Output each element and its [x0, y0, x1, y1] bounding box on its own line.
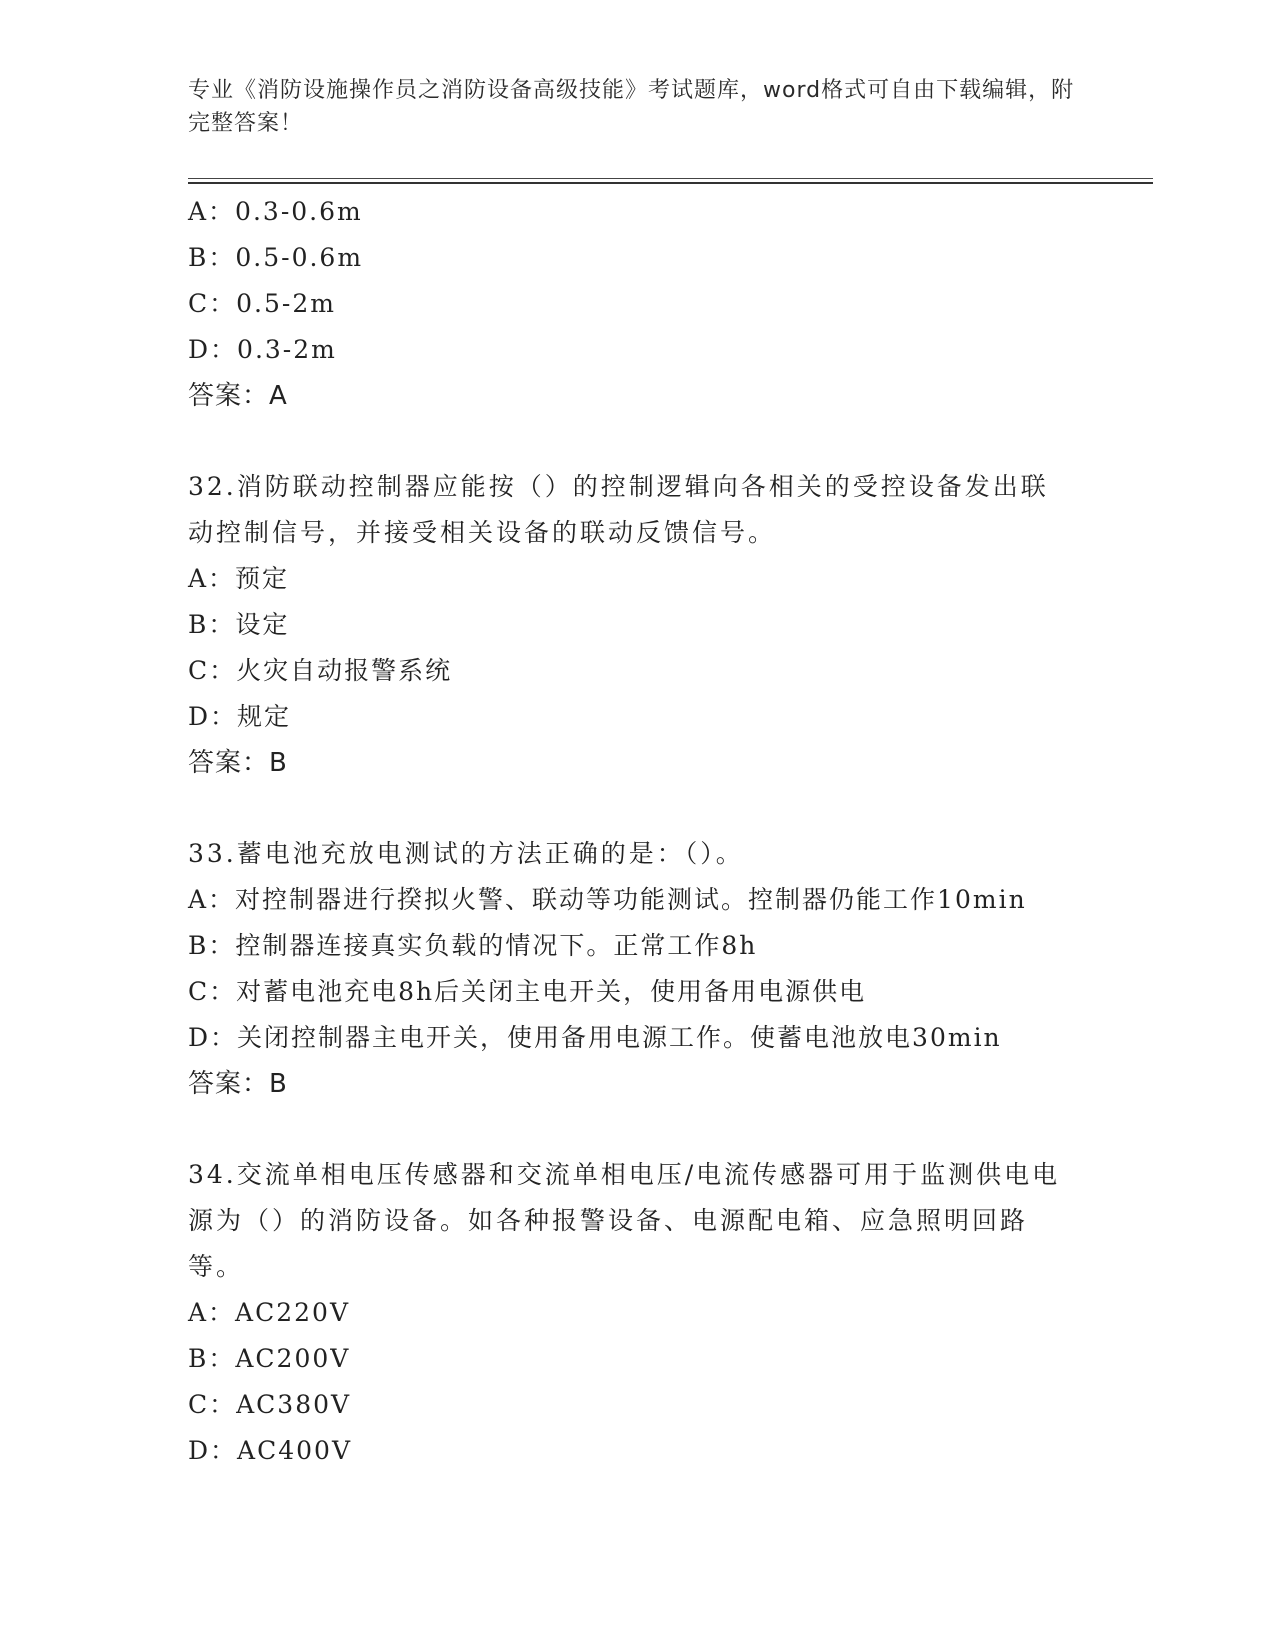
spacer	[188, 1107, 1188, 1152]
option-a: A：对控制器进行揆拟火警、联动等功能测试。控制器仍能工作10min	[188, 885, 1027, 914]
spacer	[188, 419, 1188, 464]
option-c: C：火灾自动报警系统	[188, 656, 453, 685]
question-33	[188, 831, 1188, 1107]
option-d: D：规定	[188, 702, 292, 731]
question-stem: 33.蓄电池充放电测试的方法正确的是：（）。	[188, 839, 744, 868]
question-31	[188, 189, 1188, 419]
option-b: B：AC200V	[188, 1344, 351, 1373]
option-c: C：0.5-2m	[188, 289, 336, 318]
answer-line: 答案：A	[188, 381, 288, 411]
answer-line: 答案：B	[188, 748, 288, 778]
option-c: C：AC380V	[188, 1390, 352, 1419]
option-d: D：关闭控制器主电开关，使用备用电源工作。使蓄电池放电30min	[188, 1023, 1002, 1052]
answer-line: 答案：B	[188, 1069, 288, 1099]
option-b: B：0.5-0.6m	[188, 243, 364, 272]
header-divider-thick	[188, 182, 1153, 184]
option-d: D：AC400V	[188, 1436, 352, 1465]
question-stem: 34.交流单相电压传感器和交流单相电压/电流传感器可用于监测供电电源为（）的消防设备。如各种报警设备、电源配电箱、应急照明回路等。	[188, 1160, 1061, 1281]
option-b: B：设定	[188, 610, 290, 639]
option-d: D：0.3-2m	[188, 335, 337, 364]
option-a: A：AC220V	[188, 1298, 351, 1327]
option-c: C：对蓄电池充电8h后关闭主电开关，使用备用电源供电	[188, 977, 867, 1006]
option-a: A：预定	[188, 564, 290, 593]
document-header: 专业《消防设施操作员之消防设备高级技能》考试题库，word格式可自由下载编辑，附完整答案！	[188, 78, 1075, 136]
question-32	[188, 464, 1188, 786]
header-divider-thin	[188, 178, 1153, 179]
spacer	[188, 786, 1188, 831]
question-34	[188, 1152, 1188, 1474]
question-stem: 32.消防联动控制器应能按（）的控制逻辑向各相关的受控设备发出联动控制信号，并接受相关设备的联动反馈信号。	[188, 472, 1049, 547]
option-a: A：0.3-0.6m	[188, 197, 363, 226]
question-list	[188, 189, 1188, 1474]
option-b: B：控制器连接真实负载的情况下。正常工作8h	[188, 931, 758, 960]
